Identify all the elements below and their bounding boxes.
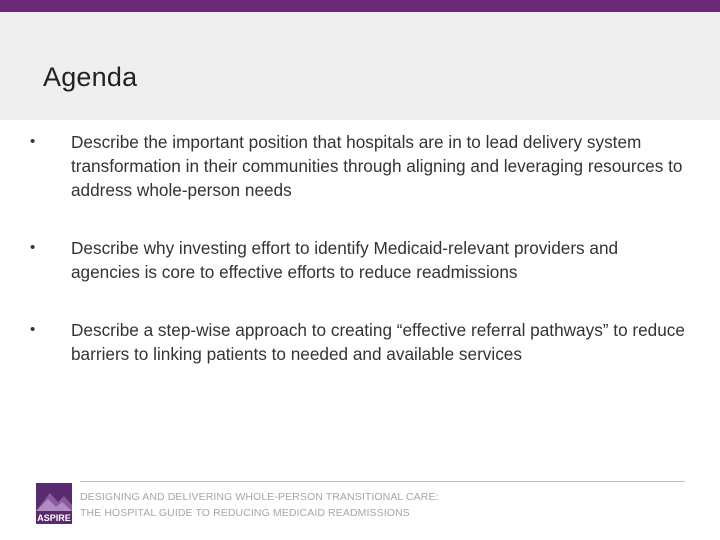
agenda-bullet-3 — [30, 318, 690, 366]
footer-divider — [80, 481, 685, 482]
agenda-bullet-list — [30, 130, 690, 400]
bullet-marker: • — [30, 133, 36, 150]
slide-title: Agenda — [43, 62, 138, 92]
agenda-bullet-text: Describe a step-wise approach to creating “effective referral pathways” to reduce barriers to linking patients to needed and available services — [71, 320, 685, 364]
footer-line-1: DESIGNING AND DELIVERING WHOLE-PERSON TRANSITIONAL CARE: — [80, 491, 439, 503]
logo-text: ASPIRE — [37, 513, 71, 523]
bullet-marker: • — [30, 239, 36, 256]
bullet-marker: • — [30, 321, 36, 338]
agenda-bullet-1 — [30, 130, 690, 202]
agenda-bullet-2 — [30, 236, 690, 284]
footer-line-2: THE HOSPITAL GUIDE TO REDUCING MEDICAID READMISSIONS — [80, 507, 410, 519]
agenda-bullet-text: Describe the important position that hospitals are in to lead delivery system transformation in their communities through aligning and leveraging resources to address whole-person needs — [71, 132, 683, 200]
title-band — [0, 12, 720, 120]
aspire-logo — [36, 483, 72, 524]
agenda-bullet-text: Describe why investing effort to identify Medicaid-relevant providers and agencies is core to effective efforts to reduce readmissions — [71, 238, 619, 282]
top-accent-bar — [0, 0, 720, 12]
footer-caption — [80, 489, 439, 521]
